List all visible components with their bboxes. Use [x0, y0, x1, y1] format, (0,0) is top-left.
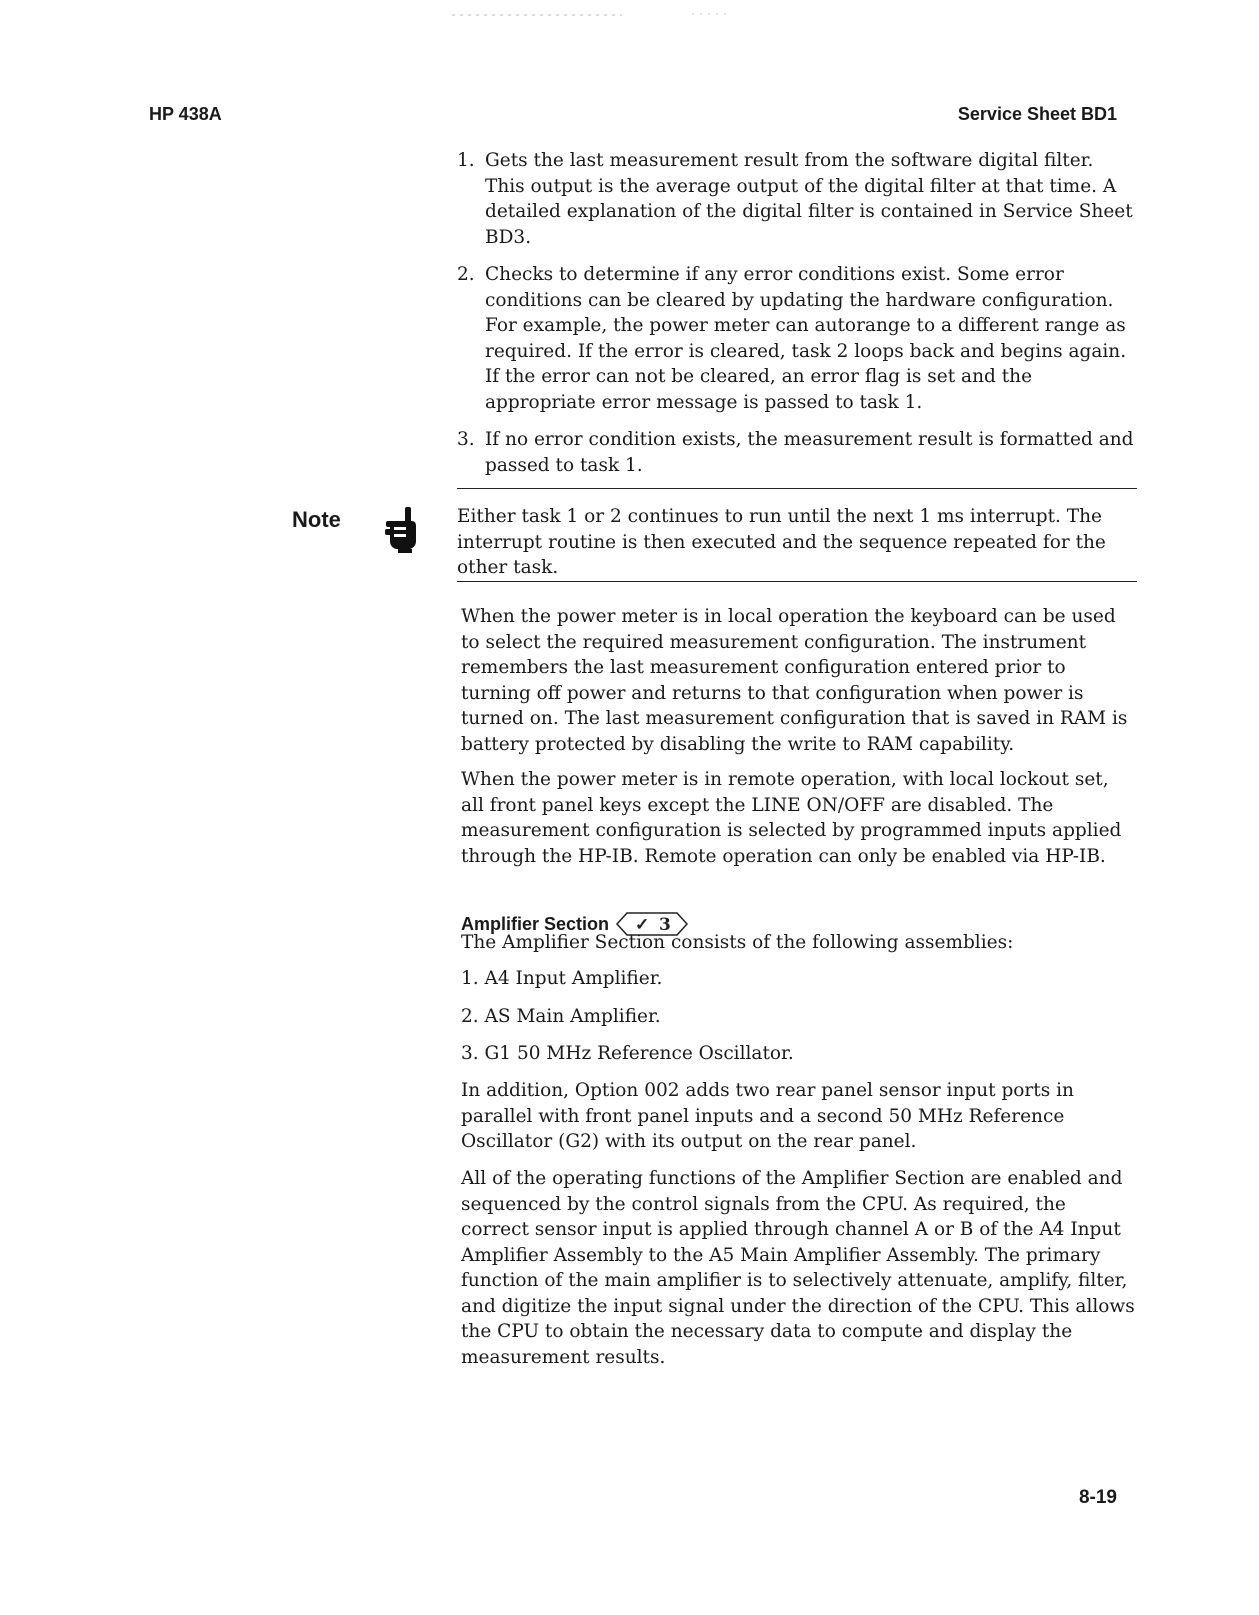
amplifier-intro: The Amplifier Section consists of the following assemblies: [461, 932, 1014, 953]
list-item-number: 3. [457, 429, 475, 450]
page-number: 8-19 [1078, 1487, 1117, 1508]
header-model: HP 438A [149, 104, 222, 124]
list-item: 1. A4 Input Amplifier. [461, 968, 663, 989]
list-item-text: If no error condition exists, the measurement result is formatted and passed to task 1. [485, 429, 1134, 476]
assemblies-list [461, 966, 1137, 1079]
badge-number: 3 [659, 915, 671, 935]
badge-check-mark: ✓ [635, 915, 650, 935]
header-service-sheet: Service Sheet BD1 [957, 104, 1117, 124]
list-item-text: Gets the last measurement result from the software digital filter. This output is the average output of the digital filter at that time. A detailed explanation of the digital filter is contained in Service Sheet BD3. [485, 150, 1133, 248]
note-text: Either task 1 or 2 continues to run until the next 1 ms interrupt. The interrupt routine is then executed and the sequence repeated for the other task. [457, 506, 1106, 578]
pointing-hand-icon [384, 507, 418, 553]
local-operation-paragraph: When the power meter is in local operation the keyboard can be used to select the required measurement configuration. The instrument remembers the last measurement configuration entered prior to turning off power and returns to that configuration when power is turned on. The last measurement configuration that is saved in RAM is battery protected by disabling the write to RAM capability. [461, 606, 1128, 755]
section-heading-text: Amplifier Section [461, 913, 610, 934]
list-item: 2. AS Main Amplifier. [461, 1005, 661, 1027]
note-top-rule [457, 488, 1137, 489]
list-item-number: 2. [457, 264, 475, 285]
list-item [457, 262, 1137, 415]
list-item-number: 1. [457, 150, 475, 171]
note-label: Note [292, 507, 341, 532]
option-002-paragraph: In addition, Option 002 adds two rear panel sensor input ports in parallel with front panel inputs and a second 50 MHz Reference Oscillator (G2) with its output on the rear panel. [461, 1080, 1074, 1152]
amplifier-functions-paragraph: All of the operating functions of the Amplifier Section are enabled and sequenced by the control signals from the CPU. As required, the correct sensor input is applied through channel A or B of the A4 Input Amplifier Assembly to the A5 Main Amplifier Assembly. The primary function of the main amplifier is to selectively attenuate, amplify, filter, and digitize the input signal under the direction of the CPU. This allows the CPU to obtain the necessary data to compute and display the measurement results. [461, 1168, 1135, 1368]
scan-artifact [452, 12, 752, 18]
remote-operation-paragraph: When the power meter is in remote operation, with local lockout set, all front panel keys except the LINE ON/OFF are disabled. The measurement configuration is selected by programmed inputs applied through the HP-IB. Remote operation can only be enabled via HP-IB. [461, 769, 1122, 867]
task-steps-list [457, 148, 1137, 490]
note-bottom-rule [457, 581, 1137, 582]
list-item: 3. G1 50 MHz Reference Oscillator. [461, 1043, 794, 1064]
list-item-text: Checks to determine if any error conditions exist. Some error conditions can be cleared by updating the hardware configuration. For example, the power meter can autorange to a different range as required. If the error is cleared, task 2 loops back and begins again. If the error can not be cleared, an error flag is set and the appropriate error message is passed to task 1. [485, 264, 1127, 413]
list-item [457, 148, 1137, 250]
list-item [457, 427, 1137, 478]
